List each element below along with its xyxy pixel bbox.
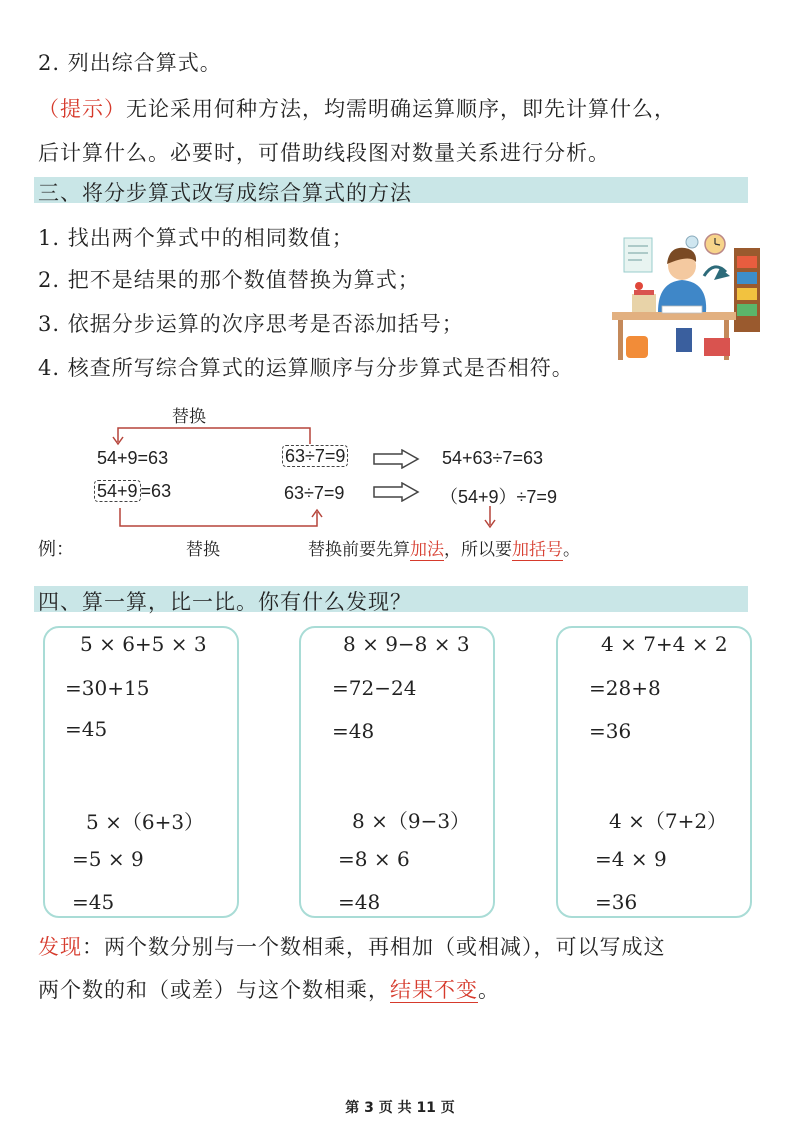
box3-result-b: =36 (595, 890, 638, 914)
box2-expr-b: 8 ×（9−3） (352, 809, 471, 833)
note-part-e: 。 (563, 540, 580, 560)
box1-step-a: =30+15 (65, 676, 150, 700)
replace-arrow-bottom (112, 506, 328, 532)
note-addition: 加法 (410, 540, 444, 560)
calc-box-3 (556, 626, 752, 918)
box2-step-a: =72−24 (332, 676, 417, 700)
note-part-a: 替换前要先算 (308, 540, 410, 560)
note-add-brackets: 加括号 (512, 540, 563, 560)
example-row1-left: 54+9=63 (97, 448, 169, 468)
box3-step-a: =28+8 (589, 676, 661, 700)
example-note (308, 535, 580, 560)
box2-result-b: =48 (338, 890, 381, 914)
replace-arrow-top (108, 420, 328, 446)
calc-box-2 (299, 626, 495, 918)
box2-step-b: =8 × 6 (338, 847, 410, 871)
section-4-title: 四、算一算，比一比。你有什么发现？ (38, 590, 412, 614)
box3-expr-a: 4 × 7+4 × 2 (601, 632, 728, 656)
box1-result-a: =45 (65, 717, 108, 741)
hint-text: 无论采用何种方法，均需明确运算顺序，即先计算什么， (126, 97, 676, 121)
box3-result-a: =36 (589, 719, 632, 743)
method-step-4: 4. 核查所写综合算式的运算顺序与分步算式是否相符。 (38, 356, 574, 380)
note-part-c: ，所以要 (444, 540, 512, 560)
box3-step-b: =4 × 9 (595, 847, 667, 871)
replace-label-top: 替换 (172, 407, 206, 427)
box3-expr-b: 4 ×（7+2） (609, 809, 728, 833)
example-row2-left-rest: =63 (140, 481, 172, 501)
calc-box-1 (43, 626, 239, 918)
arrow-right-icon (372, 449, 420, 469)
example-row1-mid (282, 446, 348, 467)
finding-highlight: 结果不变 (390, 978, 478, 1002)
example-row2-left (94, 481, 171, 502)
dashed-63-7: 63÷7=9 (282, 445, 348, 467)
finding-text-2: 两个数的和（或差）与这个数相乘， (38, 978, 390, 1002)
page-footer: 第 3 页 共 11 页 (345, 1100, 455, 1116)
box1-expr-b: 5 ×（6+3） (86, 810, 205, 834)
finding-line-2 (38, 974, 500, 1004)
finding-line-1 (38, 931, 666, 961)
example-row1-right: 54+63÷7=63 (442, 448, 543, 468)
example-prefix: 例： (38, 539, 74, 560)
hint-line-2: 后计算什么。必要时，可借助线段图对数量关系进行分析。 (38, 141, 610, 165)
finding-text-1: ：两个数分别与一个数相乘，再相加（或相减），可以写成这 (82, 935, 666, 959)
method-step-2: 2. 把不是结果的那个数值替换为算式； (38, 268, 420, 292)
method-step-1: 1. 找出两个算式中的相同数值； (38, 226, 354, 250)
box1-expr-a: 5 × 6+5 × 3 (80, 632, 207, 656)
finding-label: 发现 (38, 935, 82, 959)
dashed-54-9: 54+9 (94, 480, 141, 502)
replace-label-bottom: 替换 (186, 540, 220, 560)
box2-result-a: =48 (332, 719, 375, 743)
box1-result-b: =45 (72, 890, 115, 914)
box2-expr-a: 8 × 9−8 × 3 (343, 632, 470, 656)
hint-label: （提示） (38, 97, 126, 121)
finding-end: 。 (478, 978, 500, 1002)
hint-line (38, 93, 676, 123)
step-2-text: 2. 列出综合算式。 (38, 51, 222, 75)
method-step-3: 3. 依据分步运算的次序思考是否添加括号； (38, 312, 464, 336)
section-3-title: 三、将分步算式改写成综合算式的方法 (38, 181, 412, 205)
arrow-down-icon (483, 505, 497, 529)
arrow-right-icon (372, 482, 420, 502)
box1-step-b: =5 × 9 (72, 847, 144, 871)
student-studying-illustration (612, 228, 762, 364)
example-row2-mid: 63÷7=9 (284, 483, 345, 503)
example-row2-right: （54+9）÷7=9 (440, 487, 557, 507)
